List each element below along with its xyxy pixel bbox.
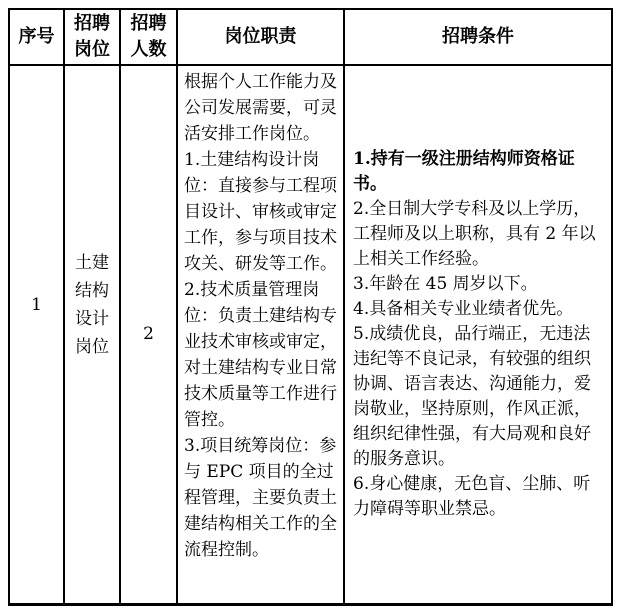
cell-duties (177, 65, 344, 604)
condition-item: 6.身心健康，无色盲、尘肺、听力障碍等职业禁忌。 (353, 473, 591, 519)
cell-serial-number: 1 (9, 65, 64, 604)
header-headcount: 招聘人数 (120, 9, 177, 65)
duty-paragraph: 1.土建结构设计岗位：直接参与工程项目设计、审核或审定工作，参与项目技术攻关、研发等工作。 (184, 150, 337, 274)
cell-conditions (344, 65, 612, 604)
header-conditions: 招聘条件 (344, 9, 612, 65)
condition-item: 4.具备相关专业业绩者优先。 (353, 298, 574, 319)
duty-paragraph: 2.技术质量管理岗位：负责土建结构专业技术审核或审定，对土建结构专业日常技术质量等工作进行管控。 (184, 280, 337, 430)
cell-position: 土建结构设计岗位 (64, 65, 120, 604)
table-row (9, 65, 612, 604)
cell-headcount: 2 (120, 65, 177, 604)
table-header-row (9, 9, 612, 65)
condition-item: 2.全日制大学专科及以上学历，工程师及以上职称，具有 2 年以上相关工作经验。 (353, 198, 596, 269)
recruitment-table (8, 8, 613, 606)
header-duties: 岗位职责 (177, 9, 344, 65)
header-position: 招聘岗位 (64, 9, 120, 65)
condition-item: 5.成绩优良，品行端正，无违法违纪等不良记录，有较强的组织协调、语言表达、沟通能力，爱岗敬业，坚持原则，作风正派，组织纪律性强，有大局观和良好的服务意识。 (353, 323, 591, 469)
duty-paragraph: 根据个人工作能力及公司发展需要，可灵活安排工作岗位。 (184, 72, 337, 144)
duty-paragraph: 3.项目统筹岗位：参与 EPC 项目的全过程管理，主要负责土建结构相关工作的全流程控制。 (184, 436, 337, 560)
header-serial-number: 序号 (9, 9, 64, 65)
condition-item: 1.持有一级注册结构师资格证书。 (353, 148, 575, 194)
condition-item: 3.年龄在 45 周岁以下。 (353, 273, 538, 294)
